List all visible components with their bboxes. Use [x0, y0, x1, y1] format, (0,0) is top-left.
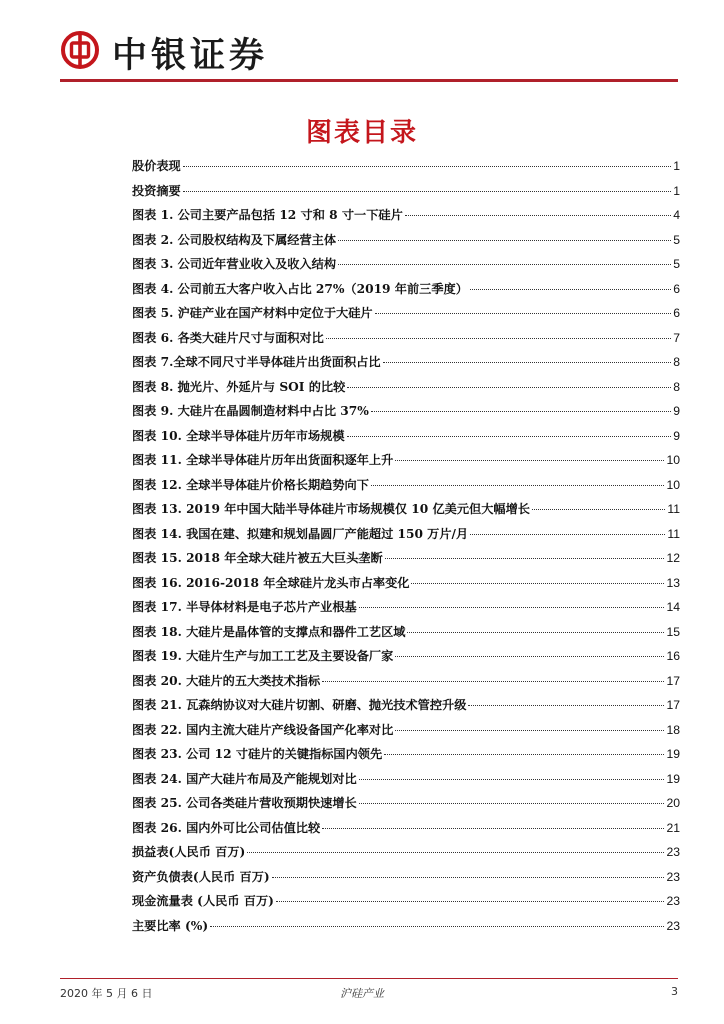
toc-entry-label: 图表 15. 2018 年全球大硅片被五大巨头垄断	[132, 551, 383, 565]
footer-divider	[60, 978, 678, 979]
footer-page-number: 3	[671, 985, 678, 998]
toc-entry-label: 主要比率 (%)	[132, 918, 209, 933]
toc-entry[interactable]	[132, 157, 680, 182]
toc-entry[interactable]	[132, 304, 680, 329]
toc-leader-dots	[322, 681, 664, 682]
toc-leader-dots	[338, 240, 671, 241]
toc-entry[interactable]	[132, 549, 680, 574]
toc-entry[interactable]	[132, 378, 680, 403]
bank-of-china-logo-icon	[60, 30, 100, 70]
toc-leader-dots	[183, 166, 671, 167]
toc-entry-page: 4	[673, 208, 680, 222]
toc-entry-page: 8	[673, 355, 680, 369]
brand-name: 中银证券	[112, 36, 269, 76]
toc-entry-page: 21	[666, 820, 680, 835]
toc-entry-label: 图表 8. 抛光片、外延片与 SOI 的比较	[132, 379, 346, 394]
toc-entry-label: 图表 12. 全球半导体硅片价格长期趋势向下	[132, 477, 369, 492]
toc-entry[interactable]	[132, 623, 680, 648]
toc-leader-dots	[532, 509, 665, 510]
toc-entry-label: 资产负债表(人民币 百万)	[132, 869, 270, 884]
toc-leader-dots	[405, 215, 671, 216]
toc-entry[interactable]	[132, 353, 680, 378]
toc-leader-dots	[384, 754, 664, 755]
toc-entry[interactable]	[132, 868, 680, 893]
toc-entry-label: 图表 13. 2019 年中国大陆半导体硅片市场规模仅 10 亿美元但大幅增长	[132, 502, 530, 516]
toc-entry-page: 18	[666, 722, 680, 737]
toc-entry-page: 15	[666, 624, 680, 639]
toc-entry-page: 17	[666, 698, 680, 712]
page-header	[0, 0, 724, 84]
toc-entry-label: 图表 2. 公司股权结构及下属经营主体	[132, 232, 337, 247]
toc-entry[interactable]	[132, 255, 680, 280]
toc-entry-label: 图表 20. 大硅片的五大类技术指标	[132, 673, 321, 688]
toc-entry-label: 图表 17. 半导体材料是电子芯片产业根基	[132, 600, 357, 614]
toc-leader-dots	[359, 803, 665, 804]
toc-entry-label: 现金流量表 (人民币 百万)	[132, 894, 274, 908]
toc-entry[interactable]	[132, 598, 680, 623]
toc-entry[interactable]	[132, 696, 680, 721]
toc-entry-label: 图表 5. 沪硅产业在国产材料中定位于大硅片	[132, 306, 373, 320]
toc-entry-page: 23	[666, 918, 680, 933]
toc-entry[interactable]	[132, 647, 680, 672]
toc-entry-page: 1	[673, 159, 680, 173]
toc-entry[interactable]	[132, 892, 680, 917]
toc-entry[interactable]	[132, 770, 680, 795]
toc-entry-page: 5	[673, 232, 680, 247]
toc-entry-page: 11	[667, 526, 680, 541]
toc-leader-dots	[395, 656, 664, 657]
toc-entry-page: 19	[666, 771, 680, 786]
toc-entry-label: 图表 24. 国产大硅片布局及产能规划对比	[132, 771, 357, 786]
footer-company: 沪硅产业	[340, 987, 384, 1000]
toc-entry-label: 损益表(人民币 百万)	[132, 845, 246, 859]
toc-entry-label: 图表 18. 大硅片是晶体管的支撑点和器件工艺区域	[132, 624, 406, 639]
toc-leader-dots	[407, 632, 664, 633]
toc-entry[interactable]	[132, 427, 680, 452]
toc-entry-page: 9	[673, 404, 680, 418]
toc-entry-label: 图表 22. 国内主流大硅片产线设备国产化率对比	[132, 722, 394, 737]
toc-entry[interactable]	[132, 206, 680, 231]
toc-entry-label: 图表 11. 全球半导体硅片历年出货面积逐年上升	[132, 453, 394, 467]
toc-entry-page: 10	[666, 453, 680, 467]
toc-entry-page: 1	[673, 183, 680, 198]
toc-leader-dots	[411, 583, 664, 584]
toc-entry-label: 图表 7.全球不同尺寸半导体硅片出货面积占比	[132, 355, 381, 369]
toc-leader-dots	[183, 191, 671, 192]
toc-entry-label: 投资摘要	[132, 183, 181, 198]
toc-entry[interactable]	[132, 280, 680, 305]
toc-entry[interactable]	[132, 721, 680, 746]
toc-entry-label: 图表 6. 各类大硅片尺寸与面积对比	[132, 330, 324, 345]
toc-entry-page: 10	[666, 477, 680, 492]
toc-entry-label: 图表 26. 国内外可比公司估值比较	[132, 820, 321, 835]
toc-leader-dots	[359, 779, 665, 780]
toc-entry-page: 8	[673, 379, 680, 394]
toc-entry-page: 14	[666, 600, 680, 614]
toc-entry-label: 图表 9. 大硅片在晶圆制造材料中占比 37%	[132, 404, 369, 418]
toc-leader-dots	[338, 264, 671, 265]
toc-leader-dots	[371, 411, 671, 412]
toc-title: 图表目录	[305, 118, 418, 148]
toc-leader-dots	[326, 338, 671, 339]
toc-entry[interactable]	[132, 525, 680, 550]
toc-entry-label: 股价表现	[132, 159, 181, 173]
toc-entry-page: 16	[666, 649, 680, 663]
toc-leader-dots	[395, 460, 664, 461]
toc-entry-page: 6	[673, 306, 680, 320]
toc-leader-dots	[247, 852, 664, 853]
header-divider	[60, 79, 678, 82]
toc-entry-label: 图表 16. 2016-2018 年全球硅片龙头市占率变化	[132, 575, 410, 590]
toc-leader-dots	[375, 313, 672, 314]
toc-entry[interactable]	[132, 231, 680, 256]
toc-leader-dots	[276, 901, 665, 902]
toc-entry-page: 17	[666, 673, 680, 688]
toc-entry[interactable]	[132, 917, 680, 942]
toc-leader-dots	[347, 436, 672, 437]
toc-leader-dots	[359, 607, 665, 608]
toc-leader-dots	[468, 705, 664, 706]
toc-entry-label: 图表 23. 公司 12 寸硅片的关键指标国内领先	[132, 747, 383, 761]
toc-entry-page: 9	[673, 428, 680, 443]
toc-entry[interactable]	[132, 402, 680, 427]
toc-entry-page: 12	[666, 551, 680, 565]
toc-entry-label: 图表 3. 公司近年营业收入及收入结构	[132, 257, 337, 271]
toc-leader-dots	[383, 362, 672, 363]
toc-entry[interactable]	[132, 451, 680, 476]
toc-entry-page: 5	[673, 257, 680, 271]
toc-leader-dots	[385, 558, 665, 559]
toc-entry-page: 7	[673, 330, 680, 345]
toc-leader-dots	[395, 730, 664, 731]
toc-entry-page: 23	[666, 845, 680, 859]
toc-entry-label: 图表 4. 公司前五大客户收入占比 27%（2019 年前三季度）	[132, 281, 468, 296]
toc-leader-dots	[347, 387, 671, 388]
toc-entry[interactable]	[132, 672, 680, 697]
toc-entry-label: 图表 10. 全球半导体硅片历年市场规模	[132, 428, 345, 443]
footer-date: 2020 年 5 月 6 日	[60, 987, 153, 1000]
toc-leader-dots	[272, 877, 665, 878]
toc-entry-page: 23	[666, 894, 680, 908]
toc-leader-dots	[470, 534, 665, 535]
toc-entry[interactable]	[132, 745, 680, 770]
toc-entry[interactable]	[132, 574, 680, 599]
toc-entry[interactable]	[132, 182, 680, 207]
toc-entry[interactable]	[132, 794, 680, 819]
toc-entry-label: 图表 1. 公司主要产品包括 12 寸和 8 寸一下硅片	[132, 208, 403, 222]
toc-leader-dots	[322, 828, 664, 829]
toc-entry-page: 6	[673, 281, 680, 296]
toc-entry-page: 19	[666, 747, 680, 761]
toc-entry-page: 13	[666, 575, 680, 590]
toc-entry-page: 20	[666, 796, 680, 810]
toc-leader-dots	[210, 926, 664, 927]
toc-entry[interactable]	[132, 329, 680, 354]
toc-entry[interactable]	[132, 500, 680, 525]
toc-entry-page: 11	[667, 502, 680, 516]
toc-leader-dots	[470, 289, 671, 290]
toc-entry-label: 图表 21. 瓦森纳协议对大硅片切割、研磨、抛光技术管控升级	[132, 698, 467, 712]
toc-entry[interactable]	[132, 843, 680, 868]
toc-entry[interactable]	[132, 476, 680, 501]
table-of-contents	[132, 157, 680, 941]
toc-entry-label: 图表 25. 公司各类硅片营收预期快速增长	[132, 796, 357, 810]
toc-entry-label: 图表 14. 我国在建、拟建和规划晶圆厂产能超过 150 万片/月	[132, 526, 469, 541]
toc-entry[interactable]	[132, 819, 680, 844]
toc-entry-page: 23	[666, 869, 680, 884]
toc-entry-label: 图表 19. 大硅片生产与加工工艺及主要设备厂家	[132, 649, 394, 663]
toc-leader-dots	[371, 485, 665, 486]
